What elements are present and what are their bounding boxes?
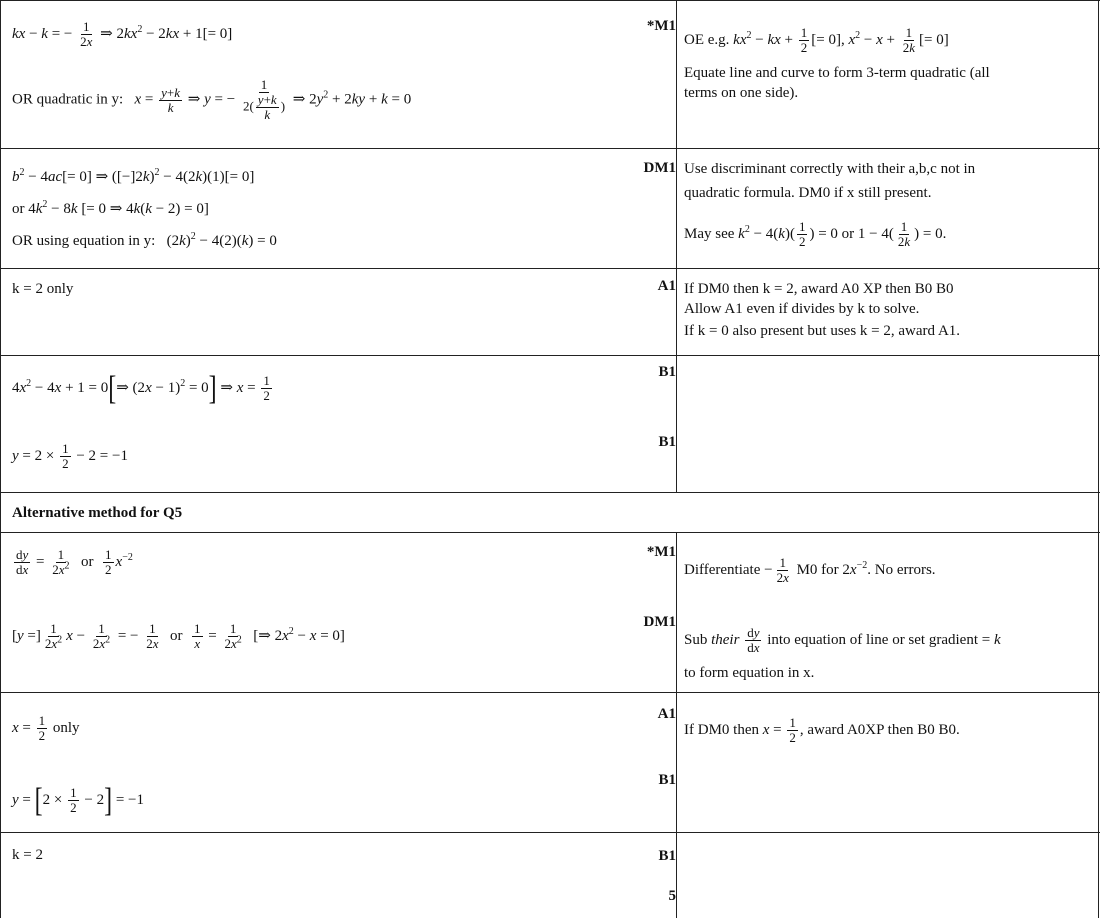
mark-code: DM1 — [643, 160, 676, 176]
working-line: x = $\frac{1}{2}$ only — [12, 713, 80, 743]
guidance-note: If DM0 then k = 2, award A0 XP then B0 B0 — [684, 281, 954, 297]
working-label: or — [170, 627, 183, 644]
guidance-note: terms on one side). — [684, 85, 799, 101]
row-divider — [0, 268, 1100, 269]
mark-code: B1 — [658, 364, 676, 380]
working-label: only — [52, 719, 80, 736]
mark-code: B1 — [658, 848, 676, 864]
working-line: [y =] $\frac{1}{2x^2}$ x − $\frac{1}{2x^2}$ = − $\frac{1}{2x}$ or $\frac{1}{x}$ = $\frac{1}{2x^2}$ [⇒ $2x^2 - x = 0$] — [12, 621, 345, 651]
row-divider — [0, 832, 1100, 833]
row-divider — [0, 692, 1100, 693]
table-border-left — [0, 0, 1, 918]
column-divider-upper — [676, 0, 677, 492]
guidance-note: If k = 0 also present but uses k = 2, award A1. — [684, 323, 961, 339]
guidance-note: Use discriminant correctly with their a,b,c not in — [684, 161, 976, 177]
working-line: $\frac{dy}{dx}$ = $\frac{1}{2x^2}$ or $\frac{1}{2}$ $x^{-2}$ — [16, 547, 133, 577]
working-line: OR quadratic in y: x = $\frac{y+k}{k}$ ⇒ y = − 1 2( $\frac{y+k}{k}$ ) ⇒ $2y^2 + 2ky + k = 0$ — [12, 77, 412, 122]
guidance-note: May see $k^2 - 4(k)$( $\frac{1}{2}$ ) = 0 or 1 − 4( $\frac{1}{2k}$ ) = 0. — [684, 219, 947, 249]
mark-code: *M1 — [646, 18, 676, 34]
mark-code: B1 — [658, 434, 676, 450]
row-divider — [0, 355, 1100, 356]
working-label: or — [12, 201, 25, 217]
mark-code: *M1 — [646, 544, 676, 560]
guidance-note: Allow A1 even if divides by k to solve. — [684, 301, 920, 317]
total-marks: 5 — [668, 888, 676, 904]
column-divider-lower — [676, 532, 677, 918]
working-line: k = 2 — [12, 847, 43, 863]
working-line: $b^2 - 4ac[= 0]$ ⇒ $([-]2k)^2 - 4(2k)(1)[= 0]$ — [12, 167, 255, 185]
working-label: OR quadratic in y: — [12, 91, 124, 108]
mark-code: A1 — [657, 706, 676, 722]
mark-code: DM1 — [643, 614, 676, 630]
table-border-top — [0, 0, 1100, 1]
guidance-note: Differentiate − $\frac{1}{2x}$ M0 for $2x^{-2}$. No errors. — [684, 555, 936, 585]
working-line: kx − k = − $\frac{1}{2x}$ ⇒ $2kx^2 - 2kx + 1[= 0]$ — [12, 19, 233, 49]
working-line: y = 2 × $\frac{1}{2}$ − 2 = −1 — [12, 441, 128, 471]
working-line: $4x^2 - 4x + 1$ = 0[⇒ $(2x - 1)^2 = 0$] ⇒ x = $\frac{1}{2}$ — [12, 370, 270, 407]
guidance-note: If DM0 then x = $\frac{1}{2}$ , award A0XP then B0 B0. — [684, 715, 960, 745]
row-divider — [0, 148, 1100, 149]
working-line: k = 2 only — [12, 281, 74, 297]
mark-code: B1 — [658, 772, 676, 788]
working-line: y = [2 × $\frac{1}{2}$ − 2] = −1 — [12, 782, 144, 819]
working-line: OR using equation in y: $(2k)^2 - 4(2)(k) = 0$ — [12, 231, 277, 249]
row-divider — [0, 532, 1100, 533]
row-divider — [0, 492, 1100, 493]
guidance-note: quadratic formula. DM0 if x still present. — [684, 185, 932, 201]
guidance-note: Equate line and curve to form 3-term quadratic (all — [684, 65, 990, 81]
section-heading: Alternative method for Q5 — [12, 505, 183, 521]
working-line: or $4k^2 - 8k$ [= 0 ⇒ 4k(k − 2) = 0] — [12, 199, 209, 217]
guidance-note: OE e.g. $kx^2$ − kx + $\frac{1}{2}$ [= 0], $x^2 - x$ + $\frac{1}{2k}$ [= 0] — [684, 25, 949, 55]
table-border-right — [1098, 0, 1099, 918]
guidance-note: to form equation in x. — [684, 665, 815, 681]
working-label: OR using equation in y: — [12, 233, 156, 249]
mark-code: A1 — [657, 278, 676, 294]
working-label: or — [81, 553, 94, 570]
guidance-note: Sub their $\frac{dy}{dx}$ into equation of line or set gradient = k — [684, 625, 1001, 655]
